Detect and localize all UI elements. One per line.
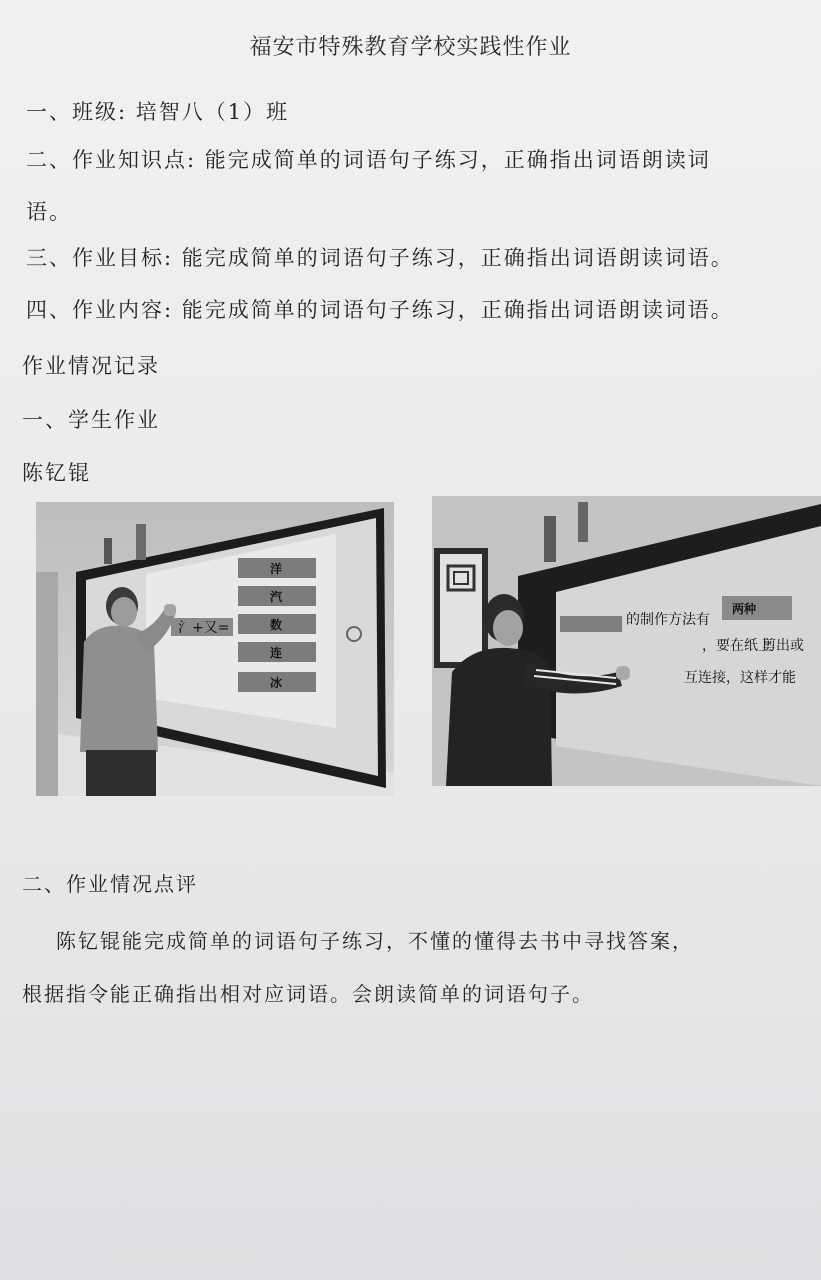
goal-line: 三、作业目标: 能完成简单的词语句子练习，正确指出词语朗读词语。 — [26, 246, 734, 270]
word-2: 汽 — [270, 590, 283, 604]
content-line: 四、作业内容: 能完成简单的词语句子练习，正确指出词语朗读词语。 — [26, 298, 734, 322]
formula-text: 氵+又= — [178, 620, 230, 636]
review-line-2: 根据指令能正确指出相对应词语。会朗读简单的词语句子。 — [22, 982, 594, 1006]
word-1: 洋 — [270, 562, 283, 576]
student-name: 陈钇锟 — [22, 461, 91, 485]
word-4: 连 — [270, 646, 283, 660]
record-heading: 作业情况记录 — [22, 354, 160, 378]
student-photo-2 — [432, 496, 821, 786]
board-text-frag-b: ，要在纸上 — [702, 638, 772, 654]
board-text-frag-a: 的制作方法有 — [626, 612, 710, 628]
student-photo-1 — [36, 502, 394, 796]
knowledge-line-1: 二、作业知识点: 能完成简单的词语句子练习，正确指出词语朗读词 — [26, 148, 711, 172]
review-line-1: 陈钇锟能完成简单的词语句子练习，不懂的懂得去书中寻找答案， — [56, 929, 694, 953]
photo-2-image — [432, 496, 821, 786]
photo-1-image — [36, 502, 394, 796]
document-title: 福安市特殊教育学校实践性作业 — [249, 35, 572, 60]
board-text-line-1: 剪出或 — [762, 638, 804, 654]
board-text-line-2: 互连接，这样才能 — [684, 670, 796, 686]
class-line: 一、班级: 培智八（1）班 — [26, 100, 290, 124]
highlight-word: 两种 — [732, 602, 757, 616]
word-3: 数 — [270, 618, 283, 632]
word-5: 冰 — [270, 676, 283, 690]
review-heading: 二、作业情况点评 — [22, 872, 198, 896]
knowledge-line-2: 语。 — [26, 200, 72, 224]
student-work-heading: 一、学生作业 — [22, 408, 160, 432]
